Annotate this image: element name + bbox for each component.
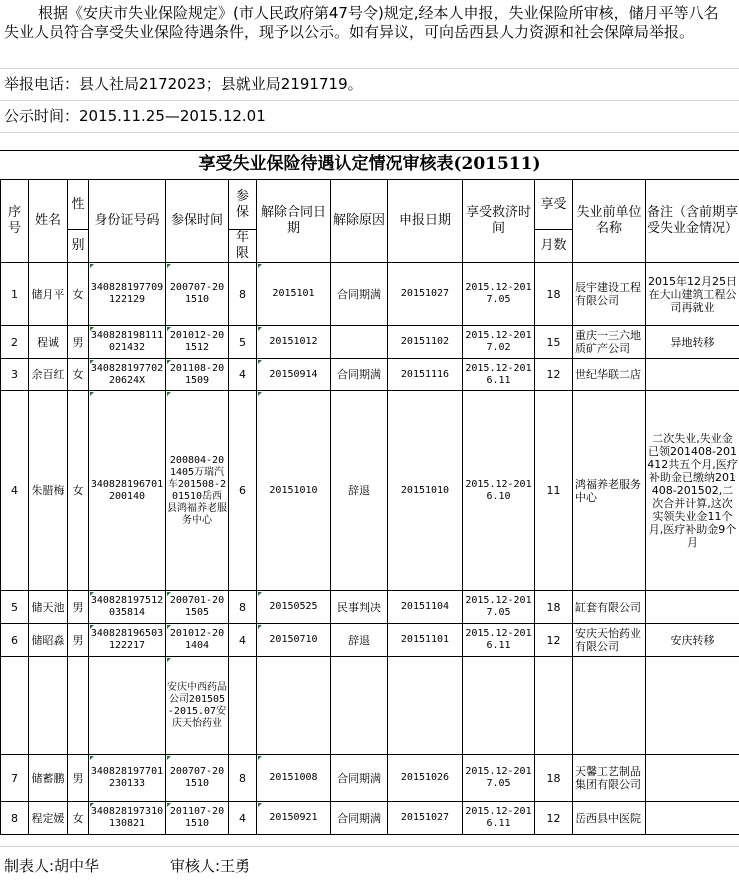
remarks-cell <box>646 802 739 835</box>
header-former-employer: 失业前单位名称 <box>573 180 646 263</box>
cell-note-marker <box>167 803 171 807</box>
termination-reason-cell <box>331 326 388 359</box>
remarks-cell: 2015年12月25日在大山建筑工程公司再就业 <box>646 263 739 326</box>
remarks-cell: 异地转移 <box>646 326 739 359</box>
former-employer-cell: 鸿福养老服务中心 <box>573 391 646 591</box>
table-row <box>1 263 739 326</box>
termination-reason-cell: 辞退 <box>331 391 388 591</box>
cell-note-marker <box>90 360 94 364</box>
years-cell: 8 <box>229 591 257 624</box>
former-employer-cell: 重庆一三六地质矿产公司 <box>573 326 646 359</box>
header-name: 姓名 <box>29 180 68 263</box>
id-number-cell: 340828198111021432 <box>89 326 166 359</box>
notice-text: 根据《安庆市失业保险规定》(市人民政府第47号令)规定,经本人申报，失业保险所审核，储月平等八名失业人员符合享受失业保险待遇条件，现予以公示。如有异议，可向岳西县人力资源和社会保障局举报。 <box>4 4 719 41</box>
apply-date-cell: 20151026 <box>388 755 463 802</box>
relief-period-cell: 2015.12-2016.11 <box>463 359 535 391</box>
apply-date-cell <box>388 657 463 755</box>
header-insured-period: 参保时间 <box>166 180 229 263</box>
termination-date-cell: 20151010 <box>257 391 331 591</box>
relief-period-cell: 2015.12-2016.11 <box>463 802 535 835</box>
former-employer-cell: 岳西县中医院 <box>573 802 646 835</box>
id-number-cell: 340828197310130821 <box>89 802 166 835</box>
termination-date-cell: 20150710 <box>257 624 331 657</box>
relief-period-cell: 2015.12-2016.10 <box>463 391 535 591</box>
cell-note-marker <box>258 327 262 331</box>
termination-reason-cell: 合同期满 <box>331 802 388 835</box>
termination-date-cell: 20150921 <box>257 802 331 835</box>
cell-note-marker <box>258 264 262 268</box>
name-cell: 储蓄鹏 <box>29 755 68 802</box>
relief-period-cell <box>463 657 535 755</box>
table-row <box>1 391 739 591</box>
table-row <box>1 802 739 835</box>
header-gender-bottom: 别 <box>68 230 89 263</box>
relief-period-cell: 2015.12-2016.11 <box>463 624 535 657</box>
remarks-cell <box>646 359 739 391</box>
table-row <box>1 624 739 657</box>
termination-date-cell: 20150525 <box>257 591 331 624</box>
cell-note-marker <box>167 360 171 364</box>
insured-period-cell: 200707-201510 <box>166 263 229 326</box>
termination-date-cell <box>257 657 331 755</box>
seq-cell: 3 <box>1 359 29 391</box>
cell-note-marker <box>258 360 262 364</box>
insured-period-cell: 201012-201512 <box>166 326 229 359</box>
gender-cell: 男 <box>68 326 89 359</box>
id-number-cell: 340828196701200140 <box>89 391 166 591</box>
header-id: 身份证号码 <box>89 180 166 263</box>
relief-period-cell: 2015.12-2017.02 <box>463 326 535 359</box>
gender-cell: 女 <box>68 263 89 326</box>
former-employer-cell: 缸套有限公司 <box>573 591 646 624</box>
gender-cell: 女 <box>68 359 89 391</box>
seq-cell: 7 <box>1 755 29 802</box>
seq-cell: 8 <box>1 802 29 835</box>
gender-cell: 男 <box>68 755 89 802</box>
seq-cell: 6 <box>1 624 29 657</box>
header-years-bottom: 年限 <box>229 230 257 263</box>
relief-period-cell: 2015.12-2017.05 <box>463 263 535 326</box>
id-number-cell: 340828197701230133 <box>89 755 166 802</box>
insured-period-cell: 200804-201405万瑞汽车201508-201510岳西县鸿福养老服务中心 <box>166 391 229 591</box>
former-employer-cell: 安庆天怡药业有限公司 <box>573 624 646 657</box>
id-number-cell: 340828197512035814 <box>89 591 166 624</box>
remarks-cell: 二次失业,失业金已领201408-201412共五个月,医疗补助金已缴纳201408-201502,二次合并计算,这次实领失业金11个月,医疗补助金9个月 <box>646 391 739 591</box>
cell-note-marker <box>258 756 262 760</box>
cell-note-marker <box>258 392 262 396</box>
termination-reason-cell: 民事判决 <box>331 591 388 624</box>
apply-date-cell: 20151104 <box>388 591 463 624</box>
notice-paragraph <box>0 0 739 69</box>
years-cell: 8 <box>229 755 257 802</box>
name-cell: 程诚 <box>29 326 68 359</box>
termination-reason-cell <box>331 657 388 755</box>
header-years-top: 参保 <box>229 180 257 230</box>
header-row <box>1 180 739 230</box>
header-relief-period: 享受救济时间 <box>463 180 535 263</box>
cell-note-marker <box>167 592 171 596</box>
cell-note-marker <box>167 264 171 268</box>
review-table <box>0 179 739 835</box>
cell-note-marker <box>258 592 262 596</box>
months-cell: 12 <box>535 802 573 835</box>
former-employer-cell: 天馨工艺制品集团有限公司 <box>573 755 646 802</box>
insured-period-cell: 201108-201509 <box>166 359 229 391</box>
apply-date-cell: 20151010 <box>388 391 463 591</box>
cell-note-marker <box>167 756 171 760</box>
name-cell: 储月平 <box>29 263 68 326</box>
reviewer-label: 审核人:王勇 <box>170 855 250 876</box>
cell-note-marker <box>90 327 94 331</box>
termination-date-cell: 20151012 <box>257 326 331 359</box>
seq-cell: 2 <box>1 326 29 359</box>
seq-cell <box>1 657 29 755</box>
id-number-cell: 34082819770220624X <box>89 359 166 391</box>
months-cell: 15 <box>535 326 573 359</box>
gender-cell: 女 <box>68 391 89 591</box>
cell-note-marker <box>167 625 171 629</box>
former-employer-cell: 辰宇建设工程有限公司 <box>573 263 646 326</box>
cell-note-marker <box>258 803 262 807</box>
former-employer-cell: 世纪华联二店 <box>573 359 646 391</box>
table-row <box>1 657 739 755</box>
table-row <box>1 326 739 359</box>
gender-cell <box>68 657 89 755</box>
name-cell: 程定媛 <box>29 802 68 835</box>
seq-cell: 4 <box>1 391 29 591</box>
gender-cell: 男 <box>68 624 89 657</box>
seq-cell: 1 <box>1 263 29 326</box>
gender-cell: 男 <box>68 591 89 624</box>
report-phone-line: 举报电话：县人社局2172023；县就业局2191719。 <box>0 69 739 101</box>
years-cell: 8 <box>229 263 257 326</box>
years-cell <box>229 657 257 755</box>
name-cell: 余百红 <box>29 359 68 391</box>
years-cell: 4 <box>229 359 257 391</box>
apply-date-cell: 20151027 <box>388 802 463 835</box>
termination-reason-cell: 辞退 <box>331 624 388 657</box>
header-months-bottom: 月数 <box>535 230 573 263</box>
termination-reason-cell: 合同期满 <box>331 263 388 326</box>
termination-date-cell: 20151008 <box>257 755 331 802</box>
insured-period-cell: 200707-201510 <box>166 755 229 802</box>
header-gender-top: 性 <box>68 180 89 230</box>
signature-footer <box>0 846 739 884</box>
cell-note-marker <box>90 392 94 396</box>
remarks-cell <box>646 755 739 802</box>
remarks-cell <box>646 657 739 755</box>
remarks-cell: 安庆转移 <box>646 624 739 657</box>
apply-date-cell: 20151101 <box>388 624 463 657</box>
apply-date-cell: 20151027 <box>388 263 463 326</box>
header-remarks: 备注（含前期享受失业金情况） <box>646 180 739 263</box>
apply-date-cell: 20151102 <box>388 326 463 359</box>
years-cell: 4 <box>229 802 257 835</box>
months-cell: 18 <box>535 591 573 624</box>
gender-cell: 女 <box>68 802 89 835</box>
header-termination-reason: 解除原因 <box>331 180 388 263</box>
cell-note-marker <box>167 658 171 662</box>
table-body <box>1 263 739 835</box>
insured-period-cell: 201012-201404 <box>166 624 229 657</box>
insured-period-cell: 200701-201505 <box>166 591 229 624</box>
preparer-label: 制表人:胡中华 <box>4 855 99 876</box>
name-cell: 储天池 <box>29 591 68 624</box>
cell-note-marker <box>90 625 94 629</box>
name-cell <box>29 657 68 755</box>
header-termination-date: 解除合同日期 <box>257 180 331 263</box>
header-seq: 序号 <box>1 180 29 263</box>
months-cell: 18 <box>535 755 573 802</box>
termination-date-cell: 2015101 <box>257 263 331 326</box>
table-title: 享受失业保险待遇认定情况审核表(201511) <box>0 150 739 180</box>
relief-period-cell: 2015.12-2017.05 <box>463 591 535 624</box>
seq-cell: 5 <box>1 591 29 624</box>
years-cell: 6 <box>229 391 257 591</box>
termination-date-cell: 20150914 <box>257 359 331 391</box>
termination-reason-cell: 合同期满 <box>331 755 388 802</box>
cell-note-marker <box>258 625 262 629</box>
cell-note-marker <box>90 756 94 760</box>
apply-date-cell: 20151116 <box>388 359 463 391</box>
months-cell: 11 <box>535 391 573 591</box>
name-cell: 储昭淼 <box>29 624 68 657</box>
months-cell <box>535 657 573 755</box>
id-number-cell <box>89 657 166 755</box>
cell-note-marker <box>90 803 94 807</box>
publicity-period-line: 公示时间：2015.11.25—2015.12.01 <box>0 101 739 133</box>
cell-note-marker <box>167 392 171 396</box>
id-number-cell: 340828196503122217 <box>89 624 166 657</box>
name-cell: 朱腊梅 <box>29 391 68 591</box>
cell-note-marker <box>90 264 94 268</box>
id-number-cell: 340828197709122129 <box>89 263 166 326</box>
insured-period-cell: 安庆中西药品公司201505-2015.07安庆天怡药业 <box>166 657 229 755</box>
termination-reason-cell: 合同期满 <box>331 359 388 391</box>
former-employer-cell <box>573 657 646 755</box>
months-cell: 18 <box>535 263 573 326</box>
table-row <box>1 591 739 624</box>
years-cell: 4 <box>229 624 257 657</box>
months-cell: 12 <box>535 624 573 657</box>
table-row <box>1 359 739 391</box>
header-months-top: 享受 <box>535 180 573 230</box>
header-apply-date: 申报日期 <box>388 180 463 263</box>
relief-period-cell: 2015.12-2017.05 <box>463 755 535 802</box>
years-cell: 5 <box>229 326 257 359</box>
table-row <box>1 755 739 802</box>
insured-period-cell: 201107-201510 <box>166 802 229 835</box>
cell-note-marker <box>167 327 171 331</box>
months-cell: 12 <box>535 359 573 391</box>
cell-note-marker <box>90 592 94 596</box>
remarks-cell <box>646 591 739 624</box>
blank-row <box>0 133 739 151</box>
